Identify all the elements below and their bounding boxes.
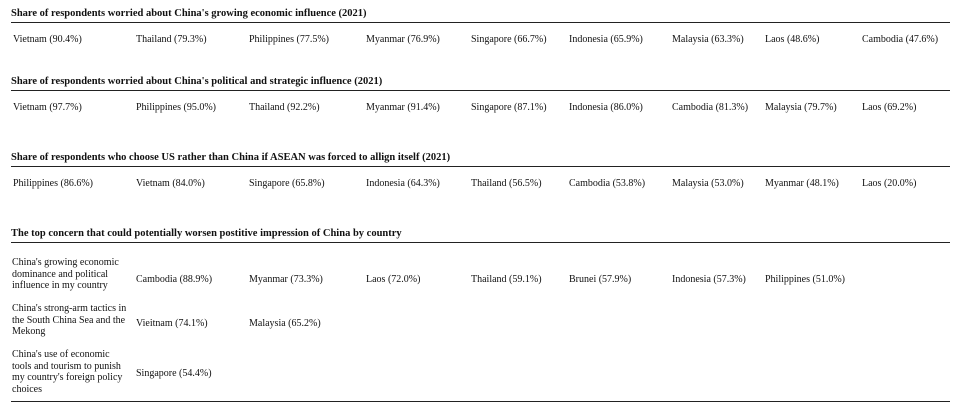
section-divider [11, 242, 950, 243]
country-value: Cambodia (47.6%) [862, 34, 939, 45]
country-row [11, 91, 950, 127]
country-value: Malaysia (79.7%) [765, 102, 837, 113]
country-value: Philippines (95.0%) [136, 102, 216, 113]
section-title: Share of respondents worried about China's growing economic influence (2021) [11, 8, 367, 19]
country-value: Vietnam (84.0%) [136, 178, 205, 189]
country-value: Singapore (54.4%) [136, 368, 212, 379]
table-bottom-rule [11, 401, 950, 402]
country-value: Philippines (86.6%) [13, 178, 93, 189]
country-value: Singapore (87.1%) [471, 102, 547, 113]
section-title: The top concern that could potentially worsen postitive impression of China by country [11, 228, 402, 239]
country-value: Malaysia (53.0%) [672, 178, 744, 189]
country-value: Indonesia (64.3%) [366, 178, 440, 189]
country-value: Indonesia (86.0%) [569, 102, 643, 113]
country-value: Laos (72.0%) [366, 274, 421, 285]
country-value: Cambodia (81.3%) [672, 102, 749, 113]
country-value: Laos (20.0%) [862, 178, 917, 189]
economic-influence-section [11, 8, 950, 59]
us-alignment-section [11, 152, 950, 203]
country-value: Myanmar (76.9%) [366, 34, 440, 45]
country-value: Myanmar (91.4%) [366, 102, 440, 113]
country-value: Brunei (57.9%) [569, 274, 632, 285]
country-value: Indonesia (65.9%) [569, 34, 643, 45]
concern-label: China's use of economic tools and tourism to punish my country's foreign policy choices [12, 349, 123, 395]
country-value: Philippines (51.0%) [765, 274, 845, 285]
country-value: Indonesia (57.3%) [672, 274, 746, 285]
country-value: Myanmar (73.3%) [249, 274, 323, 285]
country-value: Thailand (59.1%) [471, 274, 542, 285]
country-value: Singapore (66.7%) [471, 34, 547, 45]
concern-label: China's growing economic dominance and political influence in my country [12, 257, 119, 291]
political-influence-section [11, 76, 950, 127]
country-row [11, 167, 950, 203]
country-value: Myanmar (48.1%) [765, 178, 839, 189]
concern-row [11, 303, 950, 349]
country-value: Malaysia (63.3%) [672, 34, 744, 45]
country-value: Vietnam (90.4%) [13, 34, 82, 45]
concern-label: China's strong-arm tactics in the South China Sea and the Mekong [12, 303, 127, 337]
country-value: Cambodia (53.8%) [569, 178, 646, 189]
country-row [11, 23, 950, 59]
concern-row [11, 257, 950, 303]
country-value: Thailand (79.3%) [136, 34, 207, 45]
section-title: Share of respondents worried about China's political and strategic influence (2021) [11, 76, 383, 87]
concern-row [11, 349, 950, 401]
country-value: Laos (69.2%) [862, 102, 917, 113]
country-value: Singapore (65.8%) [249, 178, 325, 189]
top-concern-section [11, 228, 950, 401]
country-value: Malaysia (65.2%) [249, 318, 321, 329]
country-value: Cambodia (88.9%) [136, 274, 213, 285]
country-value: Vietnam (97.7%) [13, 102, 82, 113]
country-value: Philippines (77.5%) [249, 34, 329, 45]
country-value: Laos (48.6%) [765, 34, 820, 45]
country-value: Thailand (92.2%) [249, 102, 320, 113]
country-value: Thailand (56.5%) [471, 178, 542, 189]
country-value: Vieitnam (74.1%) [136, 318, 208, 329]
section-title: Share of respondents who choose US rather than China if ASEAN was forced to allign itself (2021) [11, 152, 451, 163]
